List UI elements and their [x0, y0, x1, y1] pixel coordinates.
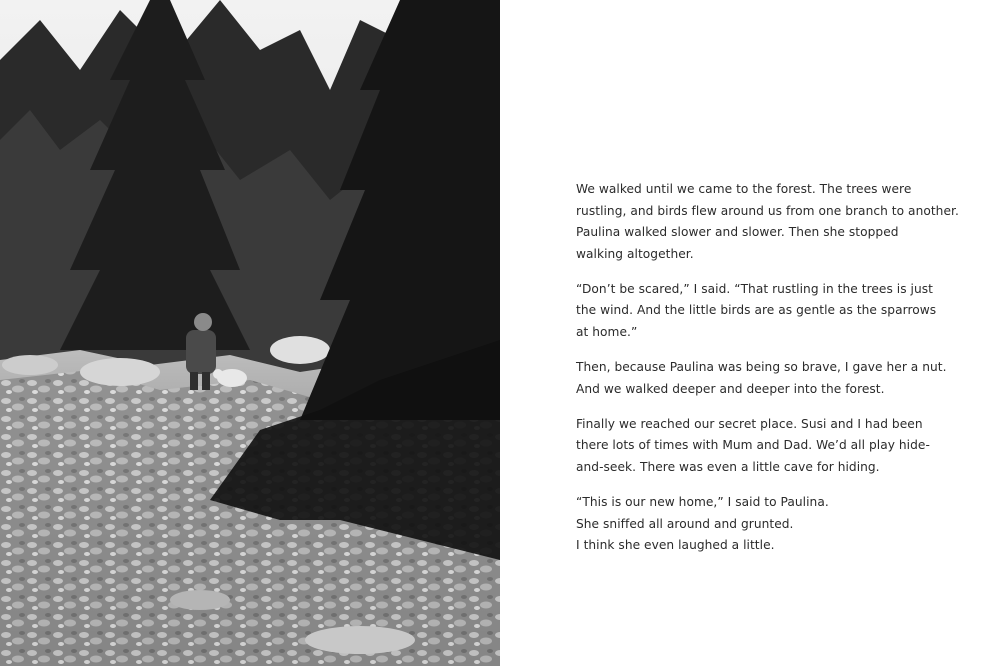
- paragraph-5: [576, 492, 936, 557]
- text-line: rustling, and birds flew around us from one branch to another.: [576, 203, 959, 218]
- text-line: Paulina walked slower and slower. Then she stopped: [576, 225, 899, 240]
- text-line: there lots of times with Mum and Dad. We’d all play hide-: [576, 438, 930, 453]
- story-text: [576, 179, 959, 570]
- text-line: and-seek. There was even a little cave for hiding.: [576, 460, 880, 475]
- text-line: Then, because Paulina was being so brave, I gave her a nut.: [576, 360, 947, 375]
- paragraph-3: [576, 357, 947, 400]
- text-line: the wind. And the little birds are as gentle as the sparrows: [576, 303, 937, 318]
- text-line: at home.”: [576, 325, 638, 340]
- paragraph-4: [576, 414, 936, 479]
- text-line: She sniffed all around and grunted.: [576, 516, 794, 531]
- text-line: “Don’t be scared,” I said. “That rustling in the trees is just: [576, 281, 933, 296]
- text-line: And we walked deeper and deeper into the forest.: [576, 381, 885, 396]
- paragraph-1: [576, 179, 959, 265]
- text-line: I think she even laughed a little.: [576, 538, 775, 553]
- text-line: Finally we reached our secret place. Susi and I had been: [576, 416, 923, 431]
- paragraph-2: [576, 279, 936, 344]
- text-line: walking altogether.: [576, 246, 694, 261]
- text-line: We walked until we came to the forest. The trees were: [576, 182, 912, 196]
- text-line: “This is our new home,” I said to Paulina.: [576, 495, 829, 510]
- text-page: [500, 0, 1000, 666]
